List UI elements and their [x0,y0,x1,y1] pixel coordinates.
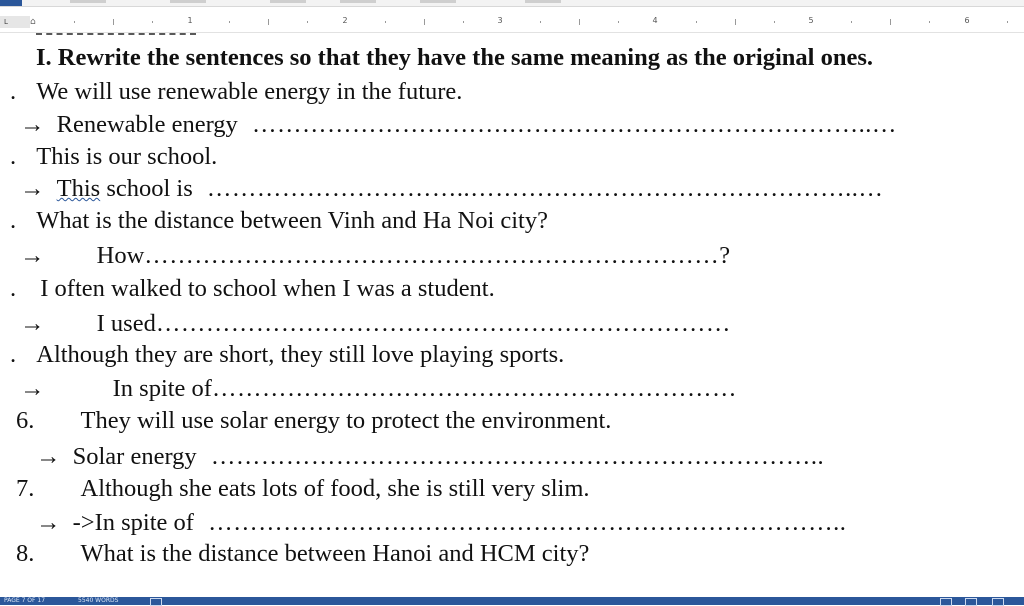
ruler-number: 1 [187,16,193,25]
ruler-tick [424,19,425,25]
ribbon-tab[interactable] [525,0,561,3]
answer-prompt: Solar energy [72,443,197,470]
arrow-icon: → [36,509,61,536]
indent-marker-icon[interactable]: ⌂ [30,17,36,27]
question-number: 6. [16,407,35,434]
question-text: We will use renewable energy in the future. [36,78,463,105]
answer-blank[interactable]: ………………………….……………………………………..… [251,111,897,138]
answer-line[interactable] [20,374,737,404]
ruler-tick [307,21,308,23]
answer-blank[interactable]: ………………………………………………………………….. [208,509,847,536]
answer-line[interactable] [20,110,897,140]
answer-prompt: How [96,242,145,269]
ruler-tick [579,19,580,25]
question-number: . [10,78,17,105]
page-count-status[interactable]: PAGE 7 OF 17 [4,597,46,604]
ribbon-tab-strip [0,0,1024,7]
answer-suffix: ? [719,242,731,269]
arrow-icon: → [20,310,45,337]
tab-stop-selector-icon[interactable]: L [4,18,8,26]
ruler-number: 6 [964,16,970,25]
answer-blank[interactable]: …………………………..………………………………………..… [206,175,884,202]
question-text: I often walked to school when I was a student. [40,275,495,302]
ribbon-tab[interactable] [340,0,376,3]
status-bar [0,597,1024,605]
ruler-number: 2 [342,16,348,25]
question-line [16,406,611,436]
horizontal-ruler[interactable] [0,12,1024,33]
answer-blank[interactable]: ……………………………………………………………….. [210,443,825,470]
ruler-tick [890,19,891,25]
section-heading: I. Rewrite the sentences so that they have the same meaning as the original ones. [36,44,873,71]
ruler-tick [1007,21,1008,23]
document-page[interactable] [0,33,1024,597]
question-text: This is our school. [36,143,218,170]
question-number: . [10,341,17,368]
ruler-tick [696,21,697,23]
answer-prompt: school is [100,175,193,202]
question-line [10,274,495,304]
ruler-number: 5 [808,16,814,25]
question-line [16,474,590,504]
question-number: . [10,143,17,170]
answer-line[interactable] [36,508,846,538]
ruler-tick [268,19,269,25]
question-line [10,77,462,107]
answer-prompt: ->In spite of [72,509,194,536]
spellcheck-word[interactable]: This [56,175,101,202]
answer-line[interactable] [20,174,883,204]
arrow-icon: → [36,443,61,470]
answer-blank[interactable]: ……………………………………………………… [211,375,737,402]
answer-line[interactable] [20,309,731,339]
ruler-tick [851,21,852,23]
word-count-status[interactable]: 5540 WORDS [78,597,119,604]
ruler-number: 3 [497,16,503,25]
ruler-tick [735,19,736,25]
question-number: 7. [16,475,35,502]
answer-line[interactable] [36,442,824,472]
arrow-icon: → [20,375,45,402]
ruler-tick [152,21,153,23]
question-line [10,206,548,236]
answer-prompt: In spite of [112,375,212,402]
file-tab[interactable] [0,0,22,6]
ribbon-tab[interactable] [170,0,206,3]
answer-line[interactable] [20,241,730,271]
ribbon-tab[interactable] [420,0,456,3]
ruler-tick [540,21,541,23]
ruler-tick [929,21,930,23]
ribbon-tab[interactable] [70,0,106,3]
ruler-tick [74,21,75,23]
question-text: Although they are short, they still love playing sports. [36,341,565,368]
arrow-icon: → [20,175,45,202]
question-text: Although she eats lots of food, she is still very slim. [80,475,590,502]
question-number: . [10,275,17,302]
question-text: What is the distance between Vinh and Ha Noi city? [36,207,548,234]
question-line [16,539,589,569]
ruler-tick [774,21,775,23]
arrow-icon: → [20,111,45,138]
arrow-icon: → [20,242,45,269]
ruler-number: 4 [652,16,658,25]
ribbon-tab[interactable] [270,0,306,3]
answer-prompt: I used [96,310,156,337]
ruler-tick [229,21,230,23]
question-text: They will use solar energy to protect the environment. [80,407,612,434]
ruler-tick [385,21,386,23]
ruler-tick [618,21,619,23]
answer-blank[interactable]: …………………………………………………………… [155,310,731,337]
question-number: 8. [16,540,35,567]
answer-prompt: Renewable energy [56,111,238,138]
question-number: . [10,207,17,234]
answer-blank[interactable]: …………………………………………………………… [144,242,720,269]
ruler-tick [113,19,114,25]
ruler-tick [463,21,464,23]
question-line [10,142,217,172]
heading-overline [36,33,196,43]
question-text: What is the distance between Hanoi and HCM city? [80,540,590,567]
question-line [10,340,564,370]
